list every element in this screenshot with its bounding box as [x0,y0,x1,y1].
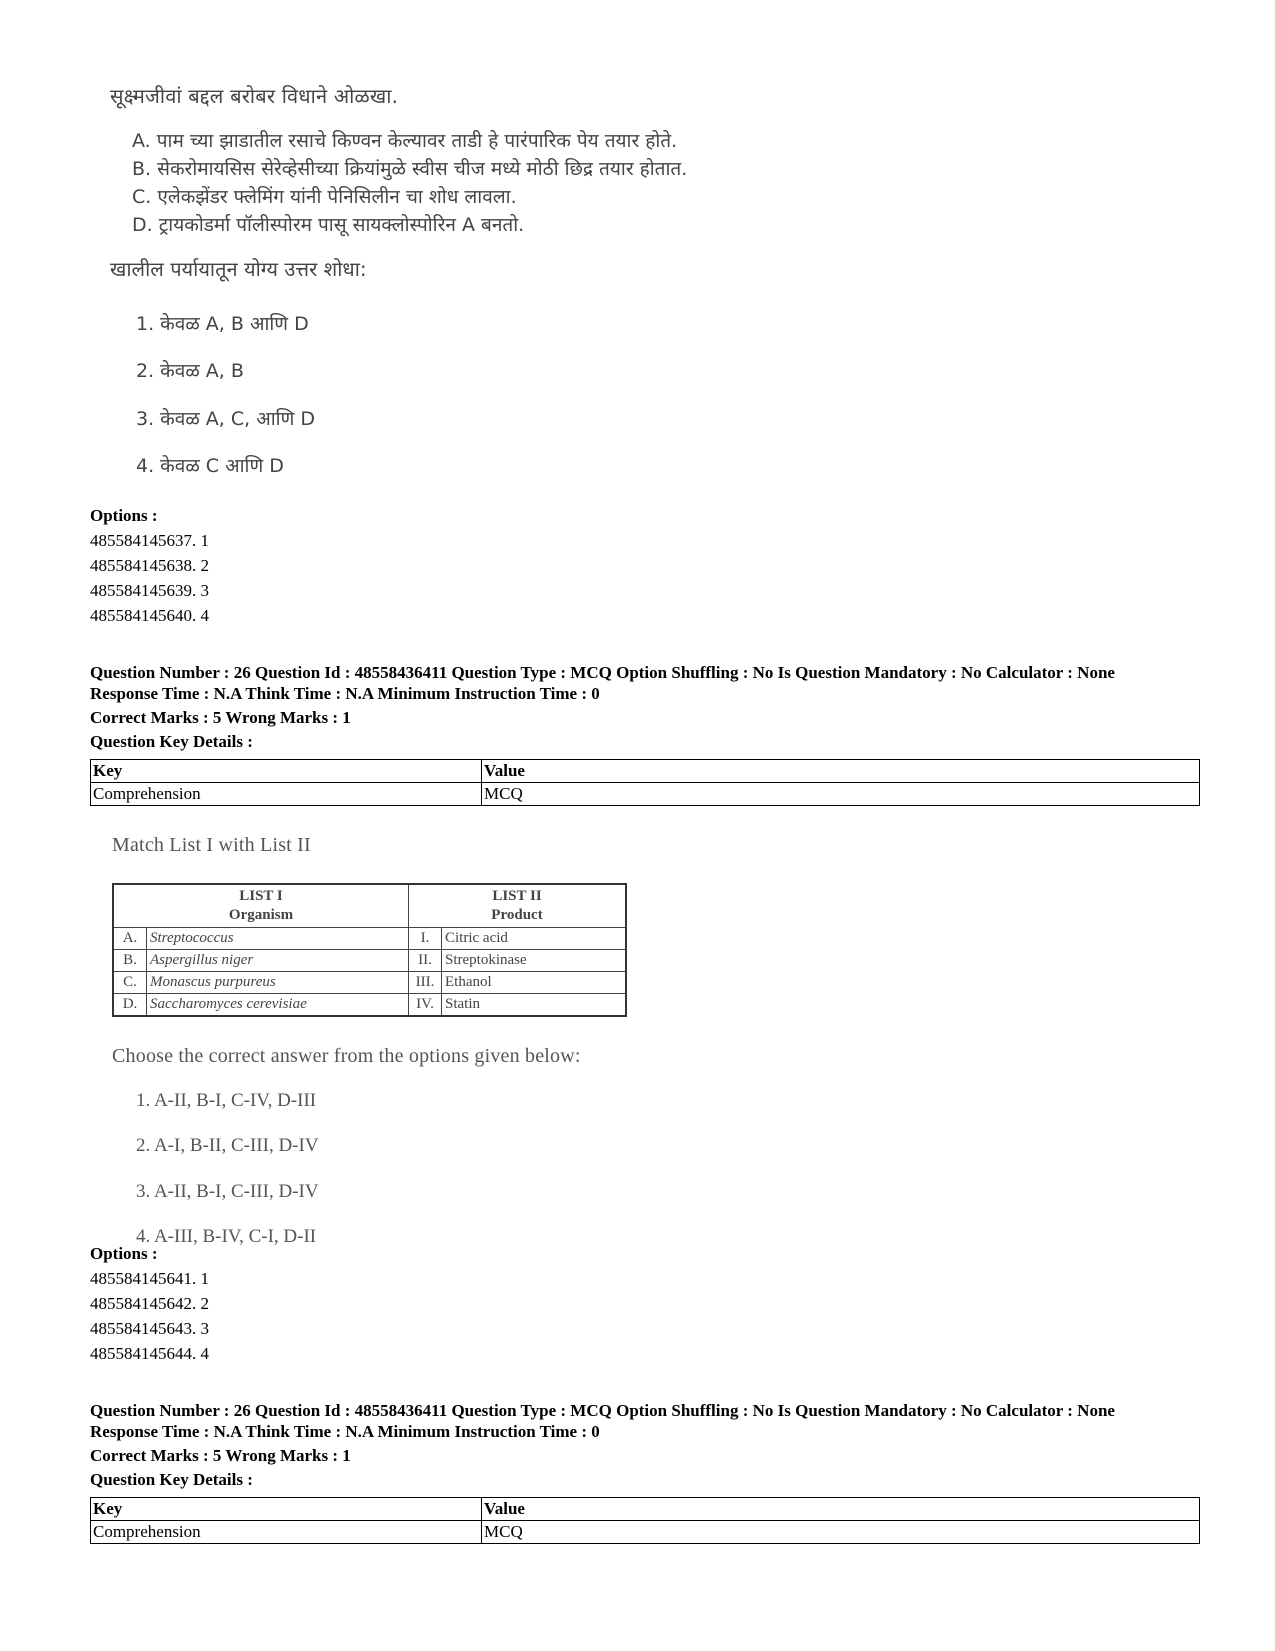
options-heading: Options : [90,506,158,525]
option-item: 485584145643. 3 [90,1319,209,1338]
choice-4: 4. केवळ C आणि D [136,455,284,477]
product-cell: Statin [442,994,627,1017]
table-header-key: Key [91,1498,482,1521]
question-instruction: Choose the correct answer from the options given below: [112,1045,581,1067]
question-meta-block [90,662,1240,752]
question-instruction: खालील पर्यायातून योग्य उत्तर शोधा: [110,257,367,281]
choice-2: 2. केवळ A, B [136,360,244,382]
question-2-choice-3-wrap [110,1181,319,1203]
key-details-heading: Question Key Details : [90,1470,253,1489]
question-stem: सूक्ष्मजीवां बद्दल बरोबर विधाने ओळखा. [110,84,399,108]
table-row [91,783,1200,806]
options-heading: Options : [90,1244,158,1263]
product-cell: Streptokinase [442,950,627,972]
product-number: I. [409,928,442,950]
table-header-value: Value [482,760,1200,783]
question-2-choice-1-wrap [110,1090,316,1112]
choice-3: 3. केवळ A, C, आणि D [136,408,315,430]
question-1-choice-2-wrap [110,357,244,383]
organism-cell: Aspergillus niger [147,950,409,972]
table-cell-value: MCQ [482,1521,1200,1544]
list-1-subtitle: Organism [228,907,294,923]
key-details-table [90,759,1200,806]
choice-4: 4. A-III, B-IV, C-I, D-II [136,1226,317,1247]
row-label: D. [113,994,147,1017]
product-number: IV. [409,994,442,1017]
product-cell: Ethanol [442,972,627,994]
organism-cell: Saccharomyces cerevisiae [147,994,409,1017]
organism-cell: Streptococcus [147,928,409,950]
question-1-image [110,82,810,282]
question-meta-block [90,1400,1240,1490]
list-1-header [113,884,409,928]
match-row [113,928,626,950]
question-1-choice-4-wrap [110,452,284,478]
choice-2: 2. A-I, B-II, C-III, D-IV [136,1135,319,1156]
question-2-stem-wrap [112,834,311,857]
option-item: 485584145640. 4 [90,606,209,625]
question-2-ask-wrap [112,1045,581,1068]
row-label: B. [113,950,147,972]
option-item: 485584145642. 2 [90,1294,209,1313]
marks-line: Correct Marks : 5 Wrong Marks : 1 [90,1446,351,1465]
option-item: 485584145641. 1 [90,1269,209,1288]
product-number: III. [409,972,442,994]
match-list-table [112,883,627,1017]
question-1-choice-3-wrap [110,405,315,431]
match-row [113,950,626,972]
list-1-title: LIST I [239,888,283,904]
question-stem: Match List I with List II [112,834,311,856]
statement-d: D. ट्रायकोडर्मा पॉलीस्पोरम पासू सायक्लोस्पोरिन A बनतो. [132,214,525,236]
table-header-row [91,760,1200,783]
options-block-2 [90,1241,209,1366]
product-number: II. [409,950,442,972]
table-header-value: Value [482,1498,1200,1521]
statement-b: B. सेकरोमायसिस सेरेव्हेसीच्या क्रियांमुळे स्वीस चीज मध्ये मोठी छिद्र तयार होतात. [132,158,688,180]
choice-3: 3. A-II, B-I, C-III, D-IV [136,1181,319,1202]
table-row [91,1521,1200,1544]
marks-line: Correct Marks : 5 Wrong Marks : 1 [90,708,351,727]
table-cell-key: Comprehension [91,783,482,806]
question-1-choices [110,310,309,336]
choice-1: 1. केवळ A, B आणि D [136,313,309,335]
table-cell-value: MCQ [482,783,1200,806]
key-details-table [90,1497,1200,1544]
match-row [113,972,626,994]
question-timing-line: Response Time : N.A Think Time : N.A Minimum Instruction Time : 0 [90,684,600,703]
match-header-row [113,884,626,928]
table-cell-key: Comprehension [91,1521,482,1544]
product-cell: Citric acid [442,928,627,950]
table-header-key: Key [91,760,482,783]
question-2-choice-2-wrap [110,1135,319,1157]
option-item: 485584145639. 3 [90,581,209,600]
option-item: 485584145638. 2 [90,556,209,575]
question-meta-line: Question Number : 26 Question Id : 48558436411 Question Type : MCQ Option Shuffling : No Is Question Mandatory : No Calculator : None [90,663,1115,682]
options-block-1 [90,503,209,628]
option-item: 485584145644. 4 [90,1344,209,1363]
key-details-heading: Question Key Details : [90,732,253,751]
match-row [113,994,626,1017]
organism-cell: Monascus purpureus [147,972,409,994]
question-meta-line: Question Number : 26 Question Id : 48558436411 Question Type : MCQ Option Shuffling : No Is Question Mandatory : No Calculator : None [90,1401,1115,1420]
table-header-row [91,1498,1200,1521]
list-2-subtitle: Product [491,907,543,923]
option-item: 485584145637. 1 [90,531,209,550]
row-label: A. [113,928,147,950]
list-2-header [409,884,627,928]
choice-1: 1. A-II, B-I, C-IV, D-III [136,1090,317,1111]
list-2-title: LIST II [492,888,542,904]
statement-a: A. पाम च्या झाडातील रसाचे किण्वन केल्यावर ताडी हे पारंपारिक पेय तयार होते. [132,130,678,152]
row-label: C. [113,972,147,994]
question-timing-line: Response Time : N.A Think Time : N.A Minimum Instruction Time : 0 [90,1422,600,1441]
statement-c: C. एलेकझेंडर फ्लेमिंग यांनी पेनिसिलीन चा शोध लावला. [132,186,517,208]
